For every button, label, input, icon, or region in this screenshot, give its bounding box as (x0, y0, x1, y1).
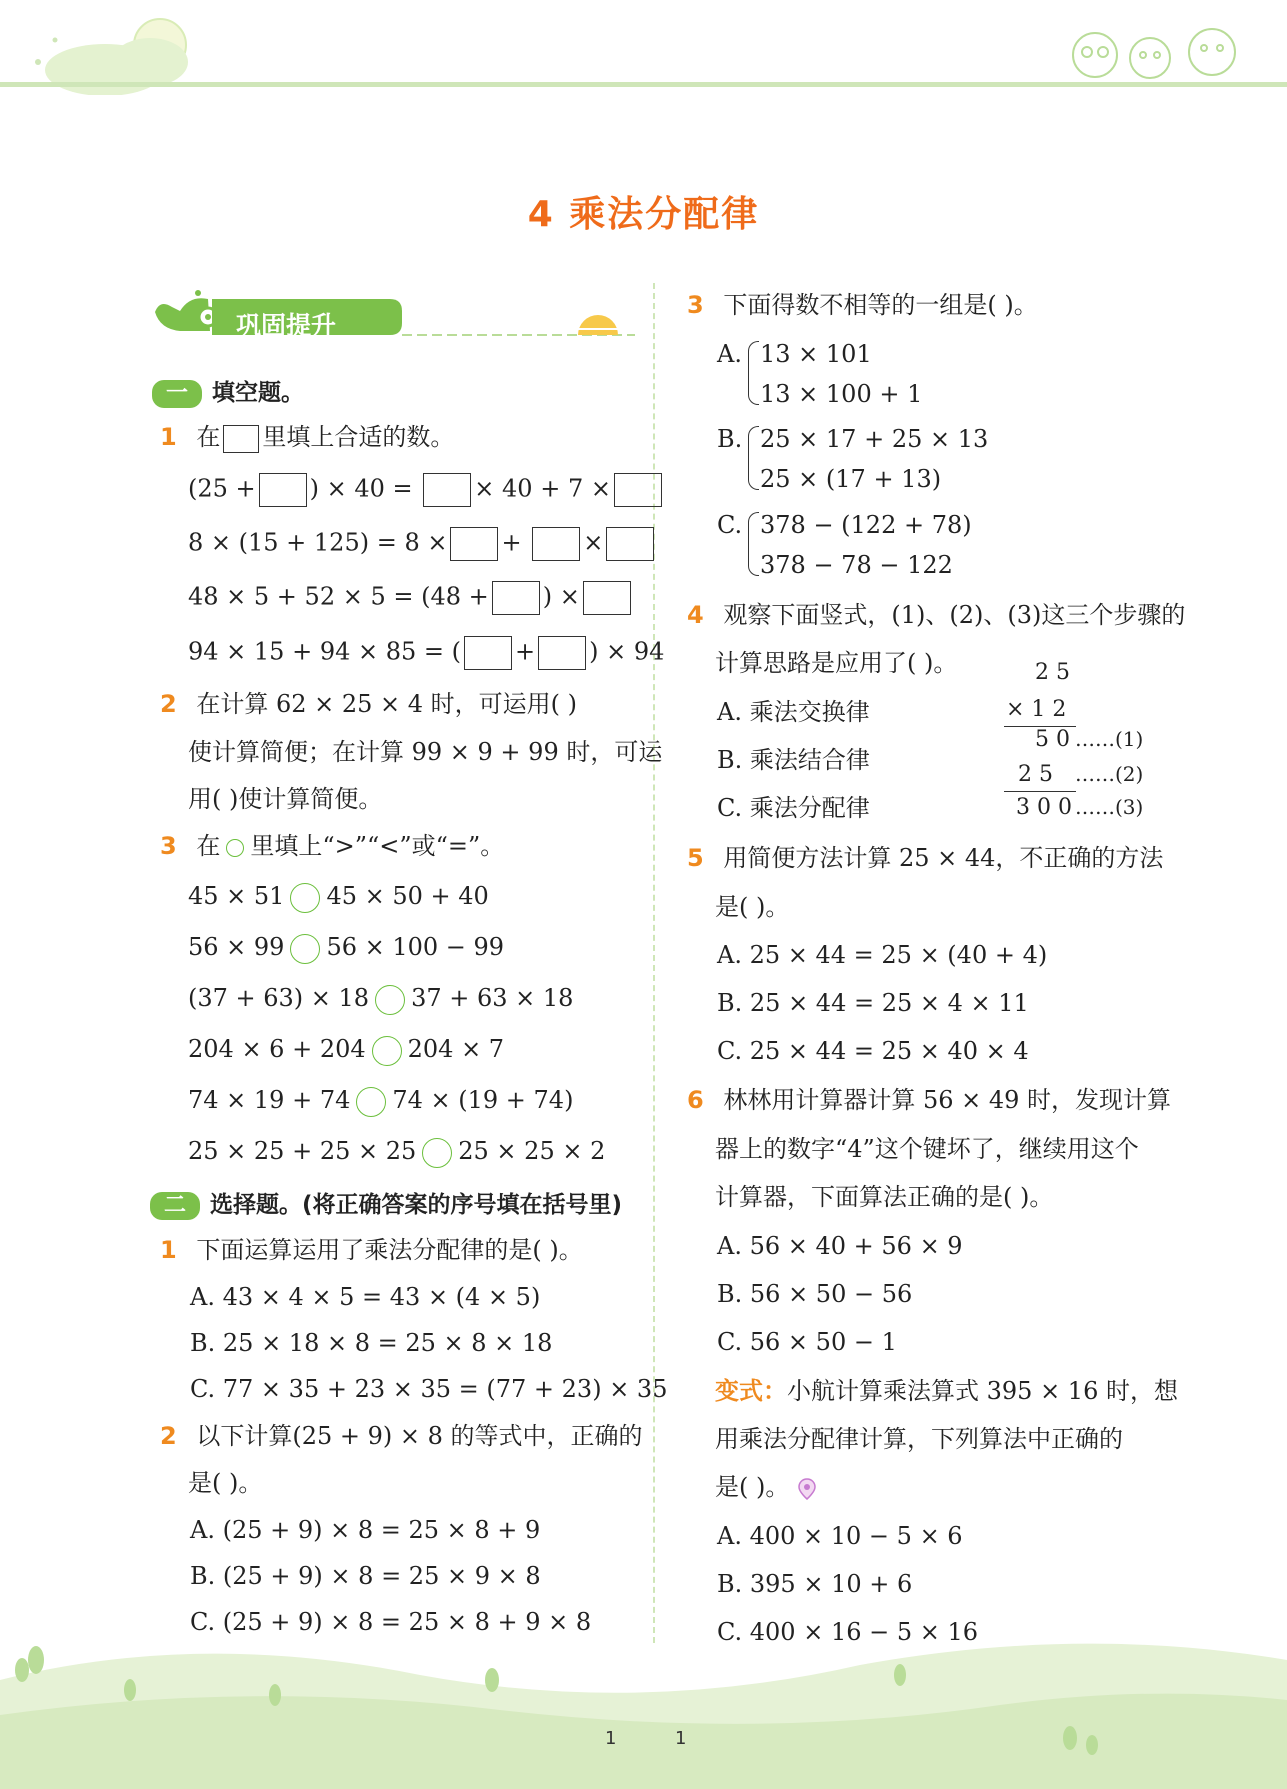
brace (748, 341, 759, 405)
option-c[interactable]: C. 400 × 16 − 5 × 16 (717, 1618, 979, 1646)
compare-row: (37 + 63) × 18 37 + 63 × 18 (188, 983, 573, 1015)
option-a[interactable]: A. 43 × 4 × 5 = 43 × (4 × 5) (190, 1283, 541, 1311)
top-rule (0, 82, 1287, 87)
compare-circle[interactable] (375, 985, 405, 1015)
option-b[interactable]: B. 56 × 50 − 56 (717, 1280, 913, 1308)
p2-q5-stem2: 是( )。 (715, 893, 790, 921)
example-box (223, 425, 259, 453)
section-header-label: 巩固提升 (236, 311, 337, 340)
question-number: 2 (160, 690, 177, 718)
answer-box[interactable] (614, 473, 662, 507)
option-a[interactable]: A. 25 × 44 = 25 × (40 + 4) (717, 941, 1048, 969)
p2-q6-stem3: 计算器，下面算法正确的是( )。 (715, 1183, 1054, 1211)
answer-box[interactable] (583, 581, 631, 615)
option-a-line2: 13 × 100 + 1 (760, 380, 923, 408)
section-banner (150, 287, 635, 347)
question-number: 1 (160, 1236, 177, 1264)
question-number: 4 (687, 601, 704, 629)
top-decoration (0, 0, 1287, 95)
option-a[interactable]: A. 400 × 10 − 5 × 6 (717, 1522, 963, 1550)
option-c[interactable]: C. (25 + 9) × 8 = 25 × 8 + 9 × 8 (190, 1608, 592, 1636)
part2-badge: 二 (150, 1192, 200, 1220)
page-title: 4 乘法分配律 (527, 194, 760, 235)
option-a-line1: 13 × 101 (760, 340, 872, 368)
vm-result-tag: ……(3) (1075, 795, 1144, 819)
part1-badge: 一 (152, 380, 202, 408)
compare-row: 45 × 51 45 × 50 + 40 (188, 881, 489, 913)
option-c-line1: 378 − (122 + 78) (760, 511, 972, 539)
variant-line2: 用乘法分配律计算，下列算法中正确的 (715, 1425, 1123, 1453)
question-number: 1 (160, 423, 177, 451)
option-a[interactable]: A. (25 + 9) × 8 = 25 × 8 + 9 (190, 1516, 541, 1544)
option-b-letter[interactable]: B. (717, 425, 743, 453)
answer-box[interactable] (450, 527, 498, 561)
option-c[interactable]: C. 乘法分配律 (717, 794, 870, 822)
p2-q1-stem: 1 下面运算运用了乘法分配律的是( )。 (160, 1236, 583, 1264)
option-a-letter[interactable]: A. (717, 340, 742, 368)
part1-header (152, 374, 304, 408)
option-b[interactable]: B. 25 × 44 = 25 × 4 × 11 (717, 989, 1029, 1017)
p2-q2-stem2: 是( )。 (188, 1469, 263, 1497)
answer-box[interactable] (532, 527, 580, 561)
example-circle (226, 839, 244, 857)
question-number: 5 (687, 844, 704, 872)
option-c[interactable]: C. 25 × 44 = 25 × 40 × 4 (717, 1037, 1029, 1065)
question-number: 6 (687, 1086, 704, 1114)
p1-q1-row4: 94 × 15 + 94 × 85 = ( + ) × 94 (188, 636, 664, 670)
part2-label: 选择题。(将正确答案的序号填在括号里) (210, 1192, 623, 1218)
variant-tag: 变式： (715, 1376, 787, 1405)
p1-q3-prompt: 3 在 里填上“>”“<”或“=”。 (160, 832, 505, 860)
p2-q5-stem: 5 用简便方法计算 25 × 44，不正确的方法 (687, 844, 1164, 872)
vm-rule (1004, 791, 1076, 792)
option-b[interactable]: B. 乘法结合律 (717, 746, 870, 774)
option-c[interactable]: C. 77 × 35 + 23 × 35 = (77 + 23) × 35 (190, 1375, 668, 1403)
option-b[interactable]: B. 395 × 10 + 6 (717, 1570, 913, 1598)
compare-circle[interactable] (356, 1087, 386, 1117)
option-b-line2: 25 × (17 + 13) (760, 465, 942, 493)
option-b-line1: 25 × 17 + 25 × 13 (760, 425, 989, 453)
p1-q1-prompt: 1 在 里填上合适的数。 (160, 423, 455, 451)
whale-icon (155, 290, 217, 331)
compare-circle[interactable] (290, 883, 320, 913)
p2-q4-stem2: 计算思路是应用了( )。 (715, 649, 958, 677)
p1-q2-line3: 用( )使计算简便。 (188, 785, 383, 813)
answer-box[interactable] (259, 473, 307, 507)
option-b[interactable]: B. 25 × 18 × 8 = 25 × 8 × 18 (190, 1329, 553, 1357)
option-c[interactable]: C. 56 × 50 − 1 (717, 1328, 897, 1356)
location-pin-icon (797, 1477, 817, 1501)
p2-q3-stem: 3 下面得数不相等的一组是( )。 (687, 291, 1038, 319)
question-number: 3 (687, 291, 704, 319)
option-b[interactable]: B. (25 + 9) × 8 = 25 × 9 × 8 (190, 1562, 541, 1590)
p2-q6-stem2: 器上的数字“4”这个键坏了，继续用这个 (715, 1135, 1139, 1163)
answer-box[interactable] (423, 473, 471, 507)
page-number-right: 1 (675, 1728, 687, 1749)
vm-top: 2 5 (1035, 660, 1070, 685)
compare-circle[interactable] (372, 1036, 402, 1066)
compare-row: 204 × 6 + 204 204 × 7 (188, 1034, 504, 1066)
variant-line1: 变式：小航计算乘法算式 395 × 16 时，想 (715, 1376, 1178, 1405)
answer-box[interactable] (464, 636, 512, 670)
p2-q6-stem: 6 林林用计算器计算 56 × 49 时，发现计算 (687, 1086, 1172, 1114)
compare-row: 56 × 99 56 × 100 − 99 (188, 932, 504, 964)
vm-step1: 5 0 (1035, 727, 1070, 752)
vm-step2-tag: ……(2) (1075, 762, 1144, 786)
option-a[interactable]: A. 乘法交换律 (717, 698, 870, 726)
sunset-icon (572, 315, 624, 335)
compare-row: 25 × 25 + 25 × 25 25 × 25 × 2 (188, 1136, 605, 1168)
variant-line3: 是( )。 (715, 1472, 817, 1502)
option-a[interactable]: A. 56 × 40 + 56 × 9 (717, 1232, 963, 1260)
answer-box[interactable] (538, 636, 586, 670)
brace (748, 426, 759, 490)
vm-multiplier: × 1 2 (1006, 697, 1067, 722)
compare-circle[interactable] (290, 934, 320, 964)
compare-circle[interactable] (422, 1138, 452, 1168)
p1-q1-row2: 8 × (15 + 125) = 8 × + × (188, 527, 657, 561)
p1-q2-line1: 2 在计算 62 × 25 × 4 时，可运用( ) (160, 690, 578, 718)
vm-step1-tag: ……(1) (1075, 727, 1144, 751)
compare-row: 74 × 19 + 74 74 × (19 + 74) (188, 1085, 573, 1117)
option-c-line2: 378 − 78 − 122 (760, 551, 953, 579)
brace (748, 512, 759, 576)
p1-q1-row3: 48 × 5 + 52 × 5 = (48 + ) × (188, 581, 634, 615)
vm-step2: 2 5 (1018, 762, 1053, 787)
vm-result: 3 0 0 (1016, 795, 1072, 820)
page-number-left: 1 (605, 1728, 617, 1749)
answer-box[interactable] (492, 581, 540, 615)
p2-q2-stem: 2 以下计算(25 + 9) × 8 的等式中，正确的 (160, 1422, 643, 1450)
bottom-hills-decoration (0, 1620, 1287, 1789)
answer-box[interactable] (606, 527, 654, 561)
question-number: 2 (160, 1422, 177, 1450)
option-c-letter[interactable]: C. (717, 511, 743, 539)
part1-label: 填空题。 (212, 380, 305, 406)
part2-header (150, 1186, 622, 1220)
animal-faces-illustration (1073, 29, 1235, 78)
question-number: 3 (160, 832, 177, 860)
p1-q1-row1: (25 + ) × 40 = × 40 + 7 × (188, 473, 665, 507)
p2-q4-stem: 4 观察下面竖式，(1)、(2)、(3)这三个步骤的 (687, 601, 1186, 629)
p1-q2-line2: 使计算简便；在计算 99 × 9 + 99 时，可运 (188, 738, 663, 766)
